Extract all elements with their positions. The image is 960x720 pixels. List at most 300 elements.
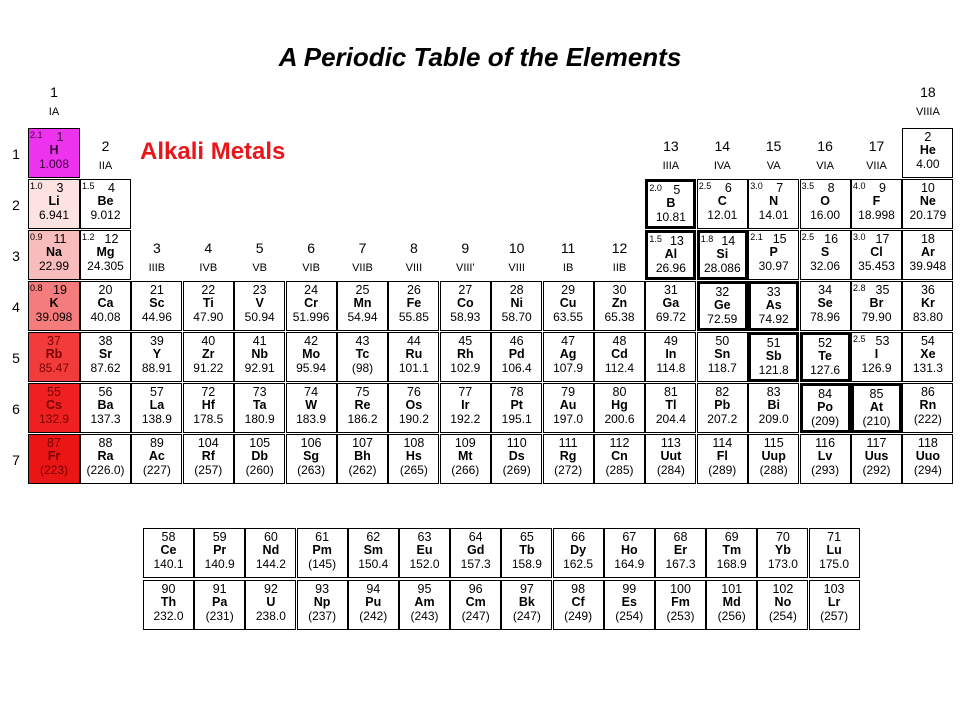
element-symbol: He: [919, 143, 936, 157]
atomic-mass: (292): [862, 463, 891, 477]
element-cell-np: [297, 580, 348, 630]
element-cell-hg: [594, 383, 645, 433]
atomic-mass: 39.948: [909, 259, 947, 273]
atomic-number: 48: [612, 334, 627, 348]
electronegativity: 3.0: [853, 232, 866, 242]
atomic-mass: 88.91: [141, 361, 172, 375]
atomic-mass: 101.1: [398, 361, 429, 375]
group-label-2: [80, 138, 131, 174]
atomic-mass: 102.9: [450, 361, 481, 375]
element-cell-w: [286, 383, 337, 433]
atomic-number: 23: [252, 283, 267, 297]
element-symbol: Db: [251, 449, 269, 463]
atomic-number: 35: [875, 283, 890, 297]
atomic-mass: 127.6: [810, 363, 841, 377]
alkali-metals-label: Alkali Metals: [140, 138, 286, 165]
electronegativity: 1.0: [30, 181, 43, 191]
electronegativity: 2.8: [853, 283, 866, 293]
atomic-number: 41: [252, 334, 267, 348]
electronegativity: 4.0: [853, 181, 866, 191]
atomic-number: 114: [712, 436, 733, 450]
atomic-mass: (145): [308, 557, 337, 571]
atomic-number: 82: [715, 385, 730, 399]
atomic-number: 95: [417, 582, 432, 596]
element-symbol: Eu: [416, 543, 433, 557]
atomic-mass: (242): [359, 609, 388, 623]
group-number: 2: [101, 138, 110, 154]
atomic-mass: 106.4: [501, 361, 532, 375]
element-symbol: Pb: [714, 398, 731, 412]
element-symbol: Y: [152, 347, 162, 361]
atomic-mass: (222): [913, 412, 942, 426]
atomic-number: 77: [458, 385, 473, 399]
atomic-number: 53: [875, 334, 890, 348]
element-symbol: Rh: [456, 347, 474, 361]
period-label-7: 7: [12, 452, 20, 468]
element-cell-se: [800, 281, 851, 331]
element-symbol: Rb: [45, 347, 63, 361]
atomic-mass: (256): [717, 609, 746, 623]
atomic-mass: 78.96: [810, 310, 841, 324]
atomic-mass: 204.4: [655, 412, 686, 426]
group-number: 17: [868, 138, 885, 154]
atomic-mass: 69.72: [655, 310, 686, 324]
element-symbol: Er: [673, 543, 688, 557]
atomic-number: 10: [920, 181, 935, 195]
element-symbol: Yb: [774, 543, 791, 557]
atomic-number: 55: [47, 385, 61, 399]
element-symbol: Cn: [611, 449, 628, 463]
atomic-number: 46: [509, 334, 524, 348]
element-symbol: Tm: [722, 543, 742, 557]
atomic-number: 67: [622, 530, 637, 544]
atomic-number: 107: [352, 436, 373, 450]
atomic-mass: (257): [194, 463, 223, 477]
atomic-mass: 24.305: [87, 259, 124, 273]
atomic-number: 81: [663, 385, 678, 399]
element-symbol: H: [49, 143, 59, 157]
group-number: 3: [152, 240, 161, 256]
atomic-number: 93: [315, 582, 330, 596]
element-cell-rb: [28, 332, 80, 382]
atomic-number: 24: [304, 283, 319, 297]
element-cell-h: [28, 128, 80, 178]
atomic-mass: 16.00: [810, 208, 841, 222]
atomic-number: 85: [869, 387, 884, 401]
element-cell-am: [399, 580, 450, 630]
element-cell-yb: [757, 528, 808, 578]
atomic-mass: 10.81: [655, 210, 686, 224]
element-symbol: Dy: [570, 543, 587, 557]
atomic-number: 47: [561, 334, 576, 348]
atomic-number: 98: [571, 582, 586, 596]
electronegativity: 2.1: [750, 232, 763, 242]
atomic-number: 113: [660, 436, 681, 450]
element-symbol: At: [869, 400, 884, 414]
atomic-number: 76: [406, 385, 421, 399]
atomic-mass: 126.9: [861, 361, 892, 375]
element-symbol: Uuo: [915, 449, 941, 463]
element-symbol: Ge: [713, 298, 731, 312]
group-roman: VIII: [508, 262, 525, 274]
atomic-number: 18: [920, 232, 935, 246]
element-cell-al: [645, 230, 696, 280]
element-cell-bh: [337, 434, 388, 484]
element-cell-bk: [501, 580, 552, 630]
atomic-number: 110: [506, 436, 527, 450]
atomic-mass: 74.92: [758, 312, 789, 326]
atomic-number: 37: [47, 334, 61, 348]
period-label-6: 6: [12, 401, 20, 417]
atomic-mass: (227): [142, 463, 171, 477]
element-symbol: As: [765, 298, 782, 312]
atomic-mass: 150.4: [358, 557, 389, 571]
element-cell-ga: [645, 281, 696, 331]
element-symbol: Sm: [363, 543, 384, 557]
element-symbol: Be: [97, 194, 114, 208]
element-symbol: Re: [354, 398, 371, 412]
element-cell-uuo: [902, 434, 953, 484]
group-number: 15: [765, 138, 782, 154]
element-cell-cu: [543, 281, 594, 331]
group-roman: IVA: [713, 160, 731, 172]
element-cell-at: [851, 383, 902, 433]
atomic-number: 51: [766, 336, 781, 350]
atomic-number: 109: [454, 436, 476, 450]
element-symbol: Ds: [508, 449, 525, 463]
atomic-number: 22: [201, 283, 216, 297]
element-symbol: Cs: [46, 398, 62, 412]
element-cell-tm: [706, 528, 757, 578]
element-cell-p: [748, 230, 799, 280]
atomic-number: 34: [818, 283, 833, 297]
atomic-mass: 167.3: [665, 557, 696, 571]
element-cell-cr: [286, 281, 337, 331]
atomic-number: 54: [920, 334, 935, 348]
atomic-number: 52: [818, 336, 833, 350]
atomic-mass: 55.85: [398, 310, 429, 324]
element-symbol: Mg: [96, 245, 115, 259]
element-cell-bi: [748, 383, 799, 433]
atomic-mass: 39.098: [35, 310, 73, 324]
element-symbol: Rg: [559, 449, 577, 463]
group-number: 11: [560, 240, 576, 256]
atomic-mass: 168.9: [716, 557, 747, 571]
atomic-mass: 190.2: [398, 412, 429, 426]
atomic-mass: 65.38: [604, 310, 635, 324]
atomic-mass: (265): [399, 463, 428, 477]
element-cell-f: [851, 179, 902, 229]
atomic-mass: (266): [451, 463, 480, 477]
group-number: 18: [920, 84, 936, 100]
atomic-mass: 158.9: [511, 557, 542, 571]
element-symbol: Xe: [920, 347, 936, 361]
group-roman: VIA: [816, 160, 834, 172]
element-cell-rf: [183, 434, 234, 484]
group-number: 1: [50, 84, 58, 100]
element-symbol: Rn: [919, 398, 937, 412]
atomic-number: 79: [561, 385, 576, 399]
element-cell-sm: [348, 528, 399, 578]
atomic-number: 38: [98, 334, 113, 348]
atomic-mass: (284): [656, 463, 685, 477]
element-symbol: Cd: [611, 347, 628, 361]
period-label-2: 2: [12, 197, 20, 213]
element-cell-b: [645, 179, 696, 229]
atomic-mass: 14.01: [758, 208, 789, 222]
element-symbol: N: [769, 194, 779, 208]
group-label-9: [440, 240, 491, 276]
element-cell-fm: [655, 580, 706, 630]
element-cell-n: [748, 179, 799, 229]
element-symbol: Br: [869, 296, 884, 310]
atomic-number: 73: [252, 385, 267, 399]
atomic-mass: 30.97: [758, 259, 789, 273]
atomic-number: 2: [924, 130, 932, 144]
group-number: 7: [358, 240, 367, 256]
element-cell-mt: [440, 434, 491, 484]
electronegativity: 2.1: [30, 130, 43, 140]
element-cell-mn: [337, 281, 388, 331]
group-label-4: [183, 240, 234, 276]
atomic-number: 6: [724, 181, 732, 195]
element-symbol: Zr: [202, 347, 215, 361]
element-symbol: Sb: [765, 349, 782, 363]
element-symbol: Fe: [406, 296, 422, 310]
atomic-number: 3: [56, 181, 64, 195]
atomic-number: 16: [824, 232, 839, 246]
group-label-5: [234, 240, 285, 276]
element-cell-ds: [491, 434, 542, 484]
atomic-number: 118: [917, 436, 938, 450]
element-symbol: Fr: [47, 449, 61, 463]
group-label-10: [491, 240, 542, 276]
element-symbol: Pu: [365, 595, 382, 609]
group-roman: IIIA: [662, 160, 680, 172]
group-label-16: [800, 138, 851, 174]
element-cell-ti: [183, 281, 234, 331]
element-cell-ge: [697, 281, 748, 331]
element-cell-o: [800, 179, 851, 229]
element-symbol: Nb: [251, 347, 269, 361]
group-label-7: [337, 240, 388, 276]
electronegativity: 2.0: [649, 183, 662, 193]
atomic-number: 105: [249, 436, 271, 450]
element-symbol: Uup: [761, 449, 786, 463]
element-cell-c: [697, 179, 748, 229]
element-cell-mo: [286, 332, 337, 382]
atomic-mass: (288): [759, 463, 788, 477]
element-symbol: Lu: [826, 543, 842, 557]
atomic-mass: 175.0: [819, 557, 850, 571]
element-symbol: F: [872, 194, 881, 208]
atomic-number: 108: [403, 436, 425, 450]
atomic-number: 11: [53, 232, 67, 246]
group-roman: VA: [766, 160, 781, 172]
electronegativity: 3.5: [801, 181, 815, 191]
atomic-mass: 72.59: [707, 312, 738, 326]
atomic-number: 21: [149, 283, 164, 297]
group-number: 6: [307, 240, 315, 256]
element-symbol: Kr: [920, 296, 935, 310]
atomic-number: 90: [161, 582, 176, 596]
atomic-number: 72: [201, 385, 216, 399]
element-cell-md: [706, 580, 757, 630]
group-number: 8: [409, 240, 418, 256]
element-cell-ta: [234, 383, 285, 433]
element-symbol: Ho: [620, 543, 638, 557]
element-symbol: Lv: [817, 449, 833, 463]
atomic-mass: 192.2: [450, 412, 481, 426]
element-cell-ar: [902, 230, 953, 280]
element-symbol: Rf: [201, 449, 215, 463]
element-cell-na: [28, 230, 80, 280]
atomic-mass: (254): [615, 609, 644, 623]
atomic-number: 5: [673, 183, 681, 197]
element-cell-zr: [183, 332, 234, 382]
atomic-mass: 87.62: [90, 361, 121, 375]
element-symbol: Zn: [611, 296, 628, 310]
group-roman: VIII: [405, 262, 423, 274]
atomic-number: 7: [776, 181, 784, 195]
element-symbol: Se: [817, 296, 833, 310]
atomic-mass: 58.70: [501, 310, 532, 324]
atomic-mass: 207.2: [707, 412, 738, 426]
element-cell-tl: [645, 383, 696, 433]
element-cell-pr: [194, 528, 245, 578]
atomic-number: 28: [509, 283, 524, 297]
group-label-15: [748, 138, 799, 174]
atomic-number: 65: [519, 530, 534, 544]
atomic-number: 56: [98, 385, 113, 399]
group-number: 14: [714, 138, 731, 154]
element-symbol: Md: [722, 595, 741, 609]
element-symbol: O: [820, 194, 830, 208]
element-symbol: Cm: [465, 595, 486, 609]
element-symbol: Pm: [312, 543, 332, 557]
atomic-mass: (260): [245, 463, 274, 477]
element-symbol: Np: [313, 595, 331, 609]
element-cell-hf: [183, 383, 234, 433]
element-symbol: Cu: [559, 296, 577, 310]
element-cell-be: [80, 179, 131, 229]
element-cell-db: [234, 434, 285, 484]
atomic-mass: (249): [564, 609, 593, 623]
atomic-mass: 26.96: [655, 261, 686, 275]
element-cell-sg: [286, 434, 337, 484]
atomic-mass: 58.93: [450, 310, 481, 324]
atomic-mass: 121.8: [758, 363, 789, 377]
element-cell-ac: [131, 434, 182, 484]
element-cell-ca: [80, 281, 131, 331]
element-symbol: Ga: [662, 296, 680, 310]
element-symbol: Hs: [405, 449, 422, 463]
element-symbol: K: [49, 296, 59, 310]
atomic-number: 94: [366, 582, 381, 596]
element-symbol: Sc: [149, 296, 165, 310]
element-symbol: Po: [817, 400, 834, 414]
element-symbol: Hf: [201, 398, 215, 412]
atomic-mass: 54.94: [347, 310, 378, 324]
atomic-number: 80: [612, 385, 627, 399]
element-cell-pm: [297, 528, 348, 578]
element-symbol: P: [769, 245, 778, 259]
atomic-number: 42: [304, 334, 319, 348]
atomic-number: 87: [47, 436, 61, 450]
atomic-mass: (226.0): [86, 463, 125, 477]
element-symbol: Na: [46, 245, 62, 259]
atomic-mass: (254): [768, 609, 797, 623]
atomic-mass: 9.012: [90, 208, 121, 222]
atomic-number: 61: [315, 530, 330, 544]
element-symbol: S: [820, 245, 830, 259]
element-symbol: I: [874, 347, 879, 361]
element-cell-pd: [491, 332, 542, 382]
atomic-number: 43: [355, 334, 370, 348]
atomic-number: 78: [509, 385, 524, 399]
element-symbol: Cr: [304, 296, 319, 310]
atomic-number: 104: [197, 436, 219, 450]
atomic-mass: 6.941: [38, 208, 70, 222]
element-cell-fe: [388, 281, 439, 331]
element-symbol: Li: [48, 194, 60, 208]
atomic-mass: 195.1: [501, 412, 532, 426]
atomic-number: 30: [612, 283, 627, 297]
element-cell-li: [28, 179, 80, 229]
atomic-number: 96: [468, 582, 483, 596]
element-cell-re: [337, 383, 388, 433]
element-symbol: Ir: [461, 398, 470, 412]
element-symbol: C: [717, 194, 727, 208]
atomic-number: 12: [104, 232, 119, 246]
group-roman: IIB: [612, 262, 627, 274]
atomic-mass: (272): [554, 463, 583, 477]
atomic-mass: (210): [862, 414, 891, 428]
element-cell-pb: [697, 383, 748, 433]
element-cell-br: [851, 281, 902, 331]
element-cell-te: [800, 332, 851, 382]
element-symbol: In: [665, 347, 677, 361]
atomic-mass: 114.8: [656, 361, 686, 375]
element-cell-u: [245, 580, 296, 630]
electronegativity: 0.8: [30, 283, 43, 293]
element-symbol: Si: [716, 247, 729, 261]
atomic-mass: (209): [811, 414, 840, 428]
electronegativity: 2.5: [698, 181, 712, 191]
atomic-mass: 28.086: [703, 261, 741, 275]
element-cell-ba: [80, 383, 131, 433]
element-cell-eu: [399, 528, 450, 578]
atomic-mass: 91.22: [193, 361, 224, 375]
page-title: A Periodic Table of the Elements: [278, 42, 682, 72]
atomic-number: 116: [815, 436, 836, 450]
atomic-mass: 18.998: [858, 208, 895, 222]
atomic-number: 44: [406, 334, 421, 348]
atomic-mass: (263): [297, 463, 326, 477]
atomic-mass: (247): [461, 609, 490, 623]
atomic-mass: 131.3: [912, 361, 943, 375]
element-symbol: Ar: [920, 245, 935, 259]
element-cell-cf: [553, 580, 604, 630]
atomic-number: 45: [458, 334, 473, 348]
element-symbol: Pa: [212, 595, 228, 609]
group-label-6: [286, 240, 337, 276]
element-symbol: Ni: [510, 296, 523, 310]
atomic-number: 39: [149, 334, 164, 348]
atomic-number: 66: [571, 530, 586, 544]
atomic-number: 101: [721, 582, 743, 596]
group-number: 16: [817, 138, 833, 154]
